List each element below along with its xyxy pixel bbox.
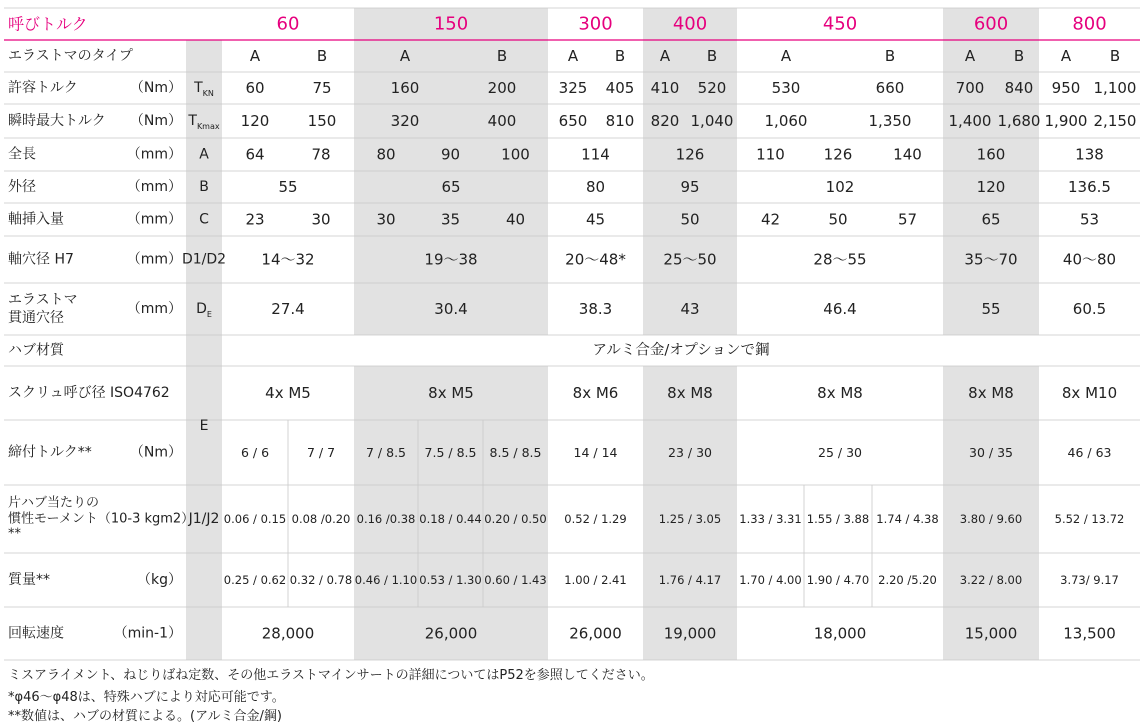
cell-value: 28～55 <box>813 250 867 269</box>
size-header-600: 600 <box>973 13 1009 35</box>
row-label: 片ハブ当たりの <box>8 495 100 511</box>
row-label: 軸挿入量 <box>8 211 64 228</box>
cell-value: B <box>614 47 626 65</box>
cell-value: B <box>706 47 718 65</box>
cell-value: 7 / 8.5 <box>366 445 406 460</box>
cell-value: 410 <box>650 79 680 97</box>
cell-value: 95 <box>680 178 700 196</box>
cell-value: A <box>249 47 261 65</box>
row-unit: （mm） <box>126 146 182 163</box>
row-label-line3: ** <box>8 526 21 542</box>
footnote-1: ミスアライメント、ねじりばね定数、その他エラストマインサートの詳細についてはP52を参照してください。 <box>8 668 654 683</box>
row-unit: （Nm） <box>129 444 182 461</box>
cell-value: 1.74 / 4.38 <box>876 512 939 526</box>
cell-value: 5.52 / 13.72 <box>1054 512 1125 526</box>
cell-value: 46.4 <box>823 300 857 318</box>
cell-value: 6 / 6 <box>240 445 270 460</box>
row-label: 締付トルク** <box>8 444 92 461</box>
cell-value: 0.18 / 0.44 <box>419 512 482 526</box>
shaded-column-0 <box>186 40 222 660</box>
cell-value: 150 <box>307 112 337 130</box>
cell-value: 400 <box>487 112 517 130</box>
cell-value: 42 <box>760 210 781 229</box>
row-unit: （mm） <box>126 251 182 268</box>
row-unit: （mm） <box>126 179 182 195</box>
cell-value: 138 <box>1075 145 1104 164</box>
row-label: 軸穴径 H7 <box>8 251 74 268</box>
cell-value: 4x M5 <box>265 384 311 402</box>
cell-value: 0.16 /0.38 <box>356 512 416 526</box>
cell-value: 660 <box>875 79 905 97</box>
cell-value: 3.80 / 9.60 <box>959 512 1023 526</box>
footnote-3: **数値は、ハブの材質による。(アルミ合金/鋼) <box>8 709 283 724</box>
cell-value: 78 <box>311 145 331 164</box>
cell-value: 126 <box>675 145 705 164</box>
cell-value: 2.20 /5.20 <box>878 573 937 587</box>
cell-value: 3.73/ 9.17 <box>1060 573 1119 587</box>
cell-value: 320 <box>390 112 420 130</box>
row-symbol: A <box>199 146 209 163</box>
cell-value: 0.20 / 0.50 <box>484 512 547 526</box>
row-unit: （Nm） <box>129 80 182 96</box>
cell-value: 1,060 <box>764 112 808 130</box>
cell-value: 19,000 <box>663 624 717 643</box>
cell-value: 45 <box>585 210 606 229</box>
row-label: 瞬時最大トルク <box>8 113 106 129</box>
size-header-450: 450 <box>822 13 858 35</box>
row-symbol: $T_{Kmax}$ <box>188 113 220 131</box>
size-header-150: 150 <box>433 13 469 35</box>
row-label: 全長 <box>8 146 36 163</box>
cell-value: 14 / 14 <box>573 445 618 460</box>
cell-value: 57 <box>897 210 918 229</box>
cell-value: 1.70 / 4.00 <box>739 573 802 587</box>
row-label: 外径 <box>8 179 36 195</box>
cell-value: 80 <box>376 145 396 164</box>
size-header-300: 300 <box>578 13 613 35</box>
cell-value: 0.53 / 1.30 <box>419 573 482 587</box>
cell-value: 26,000 <box>569 624 622 643</box>
cell-value: 126 <box>823 145 853 164</box>
cell-value: B <box>1013 47 1025 65</box>
cell-value: 30 <box>311 210 331 229</box>
row-unit: （Nm） <box>129 113 182 129</box>
row-symbol: J1/J2 <box>188 511 220 527</box>
cell-value: 0.32 / 0.78 <box>289 573 353 587</box>
cell-value: 2,150 <box>1093 112 1137 130</box>
cell-value: アルミ合金/オプションで鋼 <box>592 342 770 359</box>
cell-value: 3.22 / 8.00 <box>959 573 1023 587</box>
cell-value: 8x M8 <box>968 384 1014 402</box>
cell-value: 13,500 <box>1063 624 1116 643</box>
cell-value: 160 <box>390 79 420 97</box>
cell-value: 43 <box>680 300 700 318</box>
row-symbol: C <box>199 211 209 228</box>
cell-value: A <box>964 47 976 65</box>
cell-value: 820 <box>650 112 680 130</box>
cell-value: 1,100 <box>1093 79 1137 97</box>
cell-value: 120 <box>976 178 1006 196</box>
cell-value: 75 <box>312 79 332 97</box>
cell-value: B <box>1109 47 1121 65</box>
cell-value: 28,000 <box>261 624 315 643</box>
cell-value: 20～48* <box>565 250 626 269</box>
row-symbol: $D_E$ <box>196 301 212 319</box>
cell-value: 55 <box>278 178 298 196</box>
cell-value: 14～32 <box>261 250 315 269</box>
cell-value: 0.46 / 1.10 <box>354 573 418 587</box>
cell-value: 30 <box>376 210 396 229</box>
cell-value: 1.90 / 4.70 <box>806 573 870 587</box>
cell-value: 650 <box>558 112 588 130</box>
cell-value: A <box>399 47 411 65</box>
cell-value: 90 <box>440 145 461 164</box>
cell-value: 65 <box>441 178 461 196</box>
cell-value: 8x M6 <box>572 384 619 402</box>
size-header-400: 400 <box>672 13 708 35</box>
cell-value: 102 <box>825 178 855 196</box>
cell-value: 520 <box>697 79 727 97</box>
cell-value: 80 <box>585 178 606 196</box>
row-label: エラストマ <box>8 292 78 308</box>
cell-value: 8x M5 <box>428 384 474 402</box>
cell-value: 50 <box>680 210 700 229</box>
cell-value: 23 / 30 <box>668 445 712 460</box>
cell-value: 8.5 / 8.5 <box>489 445 542 460</box>
cell-value: 7.5 / 8.5 <box>424 445 477 460</box>
cell-value: A <box>780 47 792 65</box>
cell-value: 18,000 <box>813 624 867 643</box>
cell-value: 140 <box>893 145 922 164</box>
cell-value: 40 <box>505 210 526 229</box>
cell-value: 55 <box>981 300 1001 318</box>
cell-value: A <box>567 47 579 65</box>
cell-value: 325 <box>558 79 588 97</box>
cell-value: 8x M8 <box>817 384 863 402</box>
cell-value: 25～50 <box>663 250 717 269</box>
row-label-line2: 貫通穴径 <box>8 310 64 326</box>
row-label: 許容トルク <box>8 80 78 96</box>
cell-value: 1.25 / 3.05 <box>658 512 722 526</box>
cell-value: 1.33 / 3.31 <box>739 512 802 526</box>
cell-value: 1,040 <box>690 112 734 130</box>
cell-value: 38.3 <box>578 300 613 318</box>
cell-value: 30 / 35 <box>969 445 1013 460</box>
cell-value: 114 <box>581 145 610 164</box>
size-header-800: 800 <box>1072 13 1107 35</box>
cell-value: 700 <box>955 79 985 97</box>
cell-value: 23 <box>245 210 265 229</box>
cell-value: 25 / 30 <box>818 445 862 460</box>
footnote-2: *φ46～φ48は、特殊ハブにより対応可能です。 <box>8 690 285 705</box>
cell-value: B <box>316 47 328 65</box>
row-unit: （mm） <box>126 301 182 317</box>
cell-value: 7 / 7 <box>306 445 336 460</box>
row-label: 質量** <box>8 572 50 588</box>
cell-value: 0.52 / 1.29 <box>564 512 627 526</box>
cell-value: 530 <box>771 79 801 97</box>
cell-value: 200 <box>487 79 517 97</box>
cell-value: 405 <box>605 79 635 97</box>
cell-value: 0.25 / 0.62 <box>223 573 287 587</box>
cell-value: 110 <box>756 145 785 164</box>
row-unit: （kg） <box>137 572 182 588</box>
cell-value: 64 <box>245 145 265 164</box>
cell-value: 65 <box>981 210 1001 229</box>
row-symbol: $T_{KN}$ <box>194 80 214 98</box>
cell-value: 120 <box>240 112 270 130</box>
cell-value: 0.60 / 1.43 <box>484 573 547 587</box>
row-label: 回転速度 <box>8 625 64 642</box>
cell-value: 15,000 <box>964 624 1018 643</box>
row-label: ハブ材質 <box>8 342 64 359</box>
cell-value: 136.5 <box>1068 178 1111 196</box>
row-symbol: D1/D2 <box>181 251 227 268</box>
cell-value: 0.08 /0.20 <box>291 512 351 526</box>
cell-value: 60 <box>245 79 265 97</box>
cell-value: 840 <box>1004 79 1034 97</box>
cell-value: 8x M10 <box>1061 384 1118 402</box>
cell-value: 810 <box>605 112 635 130</box>
cell-value: 1,400 <box>948 112 992 130</box>
header-label: 呼びトルク <box>8 14 88 34</box>
cell-value: 19～38 <box>424 250 478 269</box>
row-label: エラストマのタイプ <box>8 48 133 64</box>
shaded-column-1 <box>354 8 548 660</box>
row-symbol: E <box>199 418 209 434</box>
row-label-line2: 慣性モーメント（10-3 kgm2） <box>8 511 195 527</box>
cell-value: A <box>659 47 671 65</box>
cell-value: 60.5 <box>1072 300 1107 318</box>
shaded-column-2 <box>643 8 737 660</box>
row-unit: （min-1） <box>113 625 182 642</box>
cell-value: 1.00 / 2.41 <box>564 573 627 587</box>
cell-value: 30.4 <box>434 300 468 318</box>
cell-value: 46 / 63 <box>1067 445 1112 460</box>
cell-value: 53 <box>1079 210 1100 229</box>
cell-value: 26,000 <box>424 624 478 643</box>
cell-value: 35～70 <box>964 250 1018 269</box>
cell-value: 35 <box>440 210 461 229</box>
cell-value: 1.55 / 3.88 <box>806 512 870 526</box>
row-unit: （mm） <box>126 211 182 228</box>
cell-value: 160 <box>976 145 1006 164</box>
cell-value: 27.4 <box>271 300 305 318</box>
cell-value: 1,900 <box>1044 112 1088 130</box>
cell-value: 8x M8 <box>667 384 713 402</box>
row-symbol: B <box>199 179 209 195</box>
cell-value: B <box>884 47 896 65</box>
cell-value: 50 <box>828 210 848 229</box>
cell-value: B <box>496 47 508 65</box>
size-header-60: 60 <box>276 13 300 35</box>
cell-value: 40～80 <box>1062 250 1117 269</box>
shaded-column-3 <box>943 8 1039 660</box>
cell-value: A <box>1060 47 1072 65</box>
cell-value: 0.06 / 0.15 <box>223 512 287 526</box>
row-label: スクリュ呼び径 ISO4762 <box>8 385 170 401</box>
cell-value: 950 <box>1051 79 1081 97</box>
cell-value: 1.76 / 4.17 <box>658 573 722 587</box>
cell-value: 1,680 <box>997 112 1041 130</box>
cell-value: 1,350 <box>868 112 912 130</box>
cell-value: 100 <box>501 145 530 164</box>
